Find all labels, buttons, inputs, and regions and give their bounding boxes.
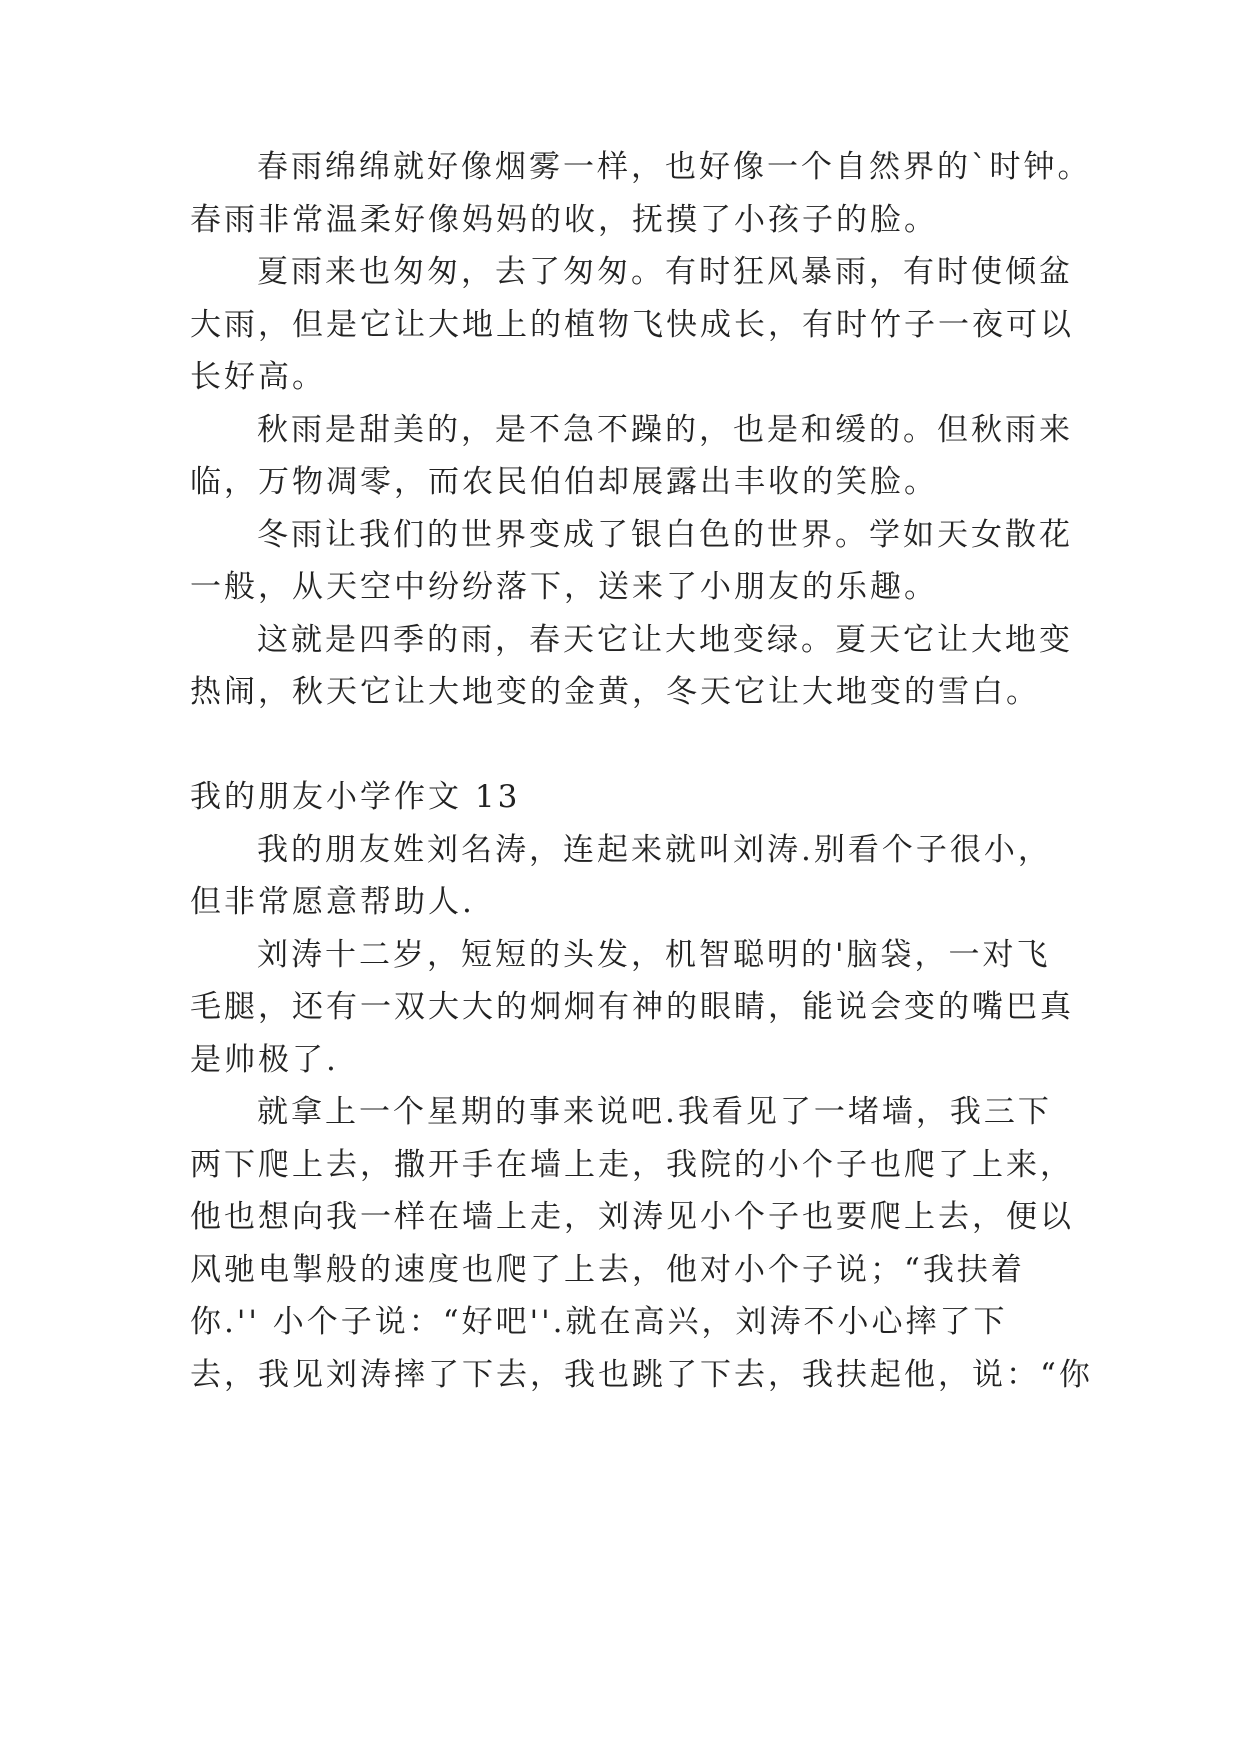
section-title: 我的朋友小学作文 13	[190, 779, 521, 815]
paragraph-line: 但非常愿意帮助人.	[190, 884, 475, 920]
paragraph-line: 长好高。	[190, 359, 326, 395]
paragraph-line: 临，万物凋零，而农民伯伯却展露出丰收的笑脸。	[190, 464, 938, 500]
paragraph-line: 秋雨是甜美的，是不急不躁的，也是和缓的。但秋雨来	[257, 412, 1073, 448]
paragraph-line: 他也想向我一样在墙上走，刘涛见小个子也要爬上去，便以	[190, 1199, 1074, 1235]
paragraph-line: 热闹，秋天它让大地变的金黄，冬天它让大地变的雪白。	[190, 674, 1040, 710]
paragraph-line: 冬雨让我们的世界变成了银白色的世界。学如天女散花	[257, 517, 1073, 553]
paragraph-line: 刘涛十二岁，短短的头发，机智聪明的'脑袋，一对飞	[257, 937, 1051, 973]
paragraph-line: 去，我见刘涛摔了下去，我也跳了下去，我扶起他，说：“你	[190, 1357, 1093, 1393]
paragraph-line: 我的朋友姓刘名涛，连起来就叫刘涛.别看个子很小，	[257, 832, 1052, 868]
paragraph-line: 两下爬上去，撒开手在墙上走，我院的小个子也爬了上来，	[190, 1147, 1074, 1183]
paragraph-line: 夏雨来也匆匆，去了匆匆。有时狂风暴雨，有时使倾盆	[257, 254, 1073, 290]
paragraph-line: 是帅极了.	[190, 1042, 339, 1078]
paragraph-line: 这就是四季的雨，春天它让大地变绿。夏天它让大地变	[257, 622, 1073, 658]
paragraph-line: 风驰电掣般的速度也爬了上去，他对小个子说；“我扶着	[190, 1252, 1025, 1288]
paragraph-line: 一般，从天空中纷纷落下，送来了小朋友的乐趣。	[190, 569, 938, 605]
paragraph-line: 春雨绵绵就好像烟雾一样，也好像一个自然界的`时钟。	[257, 149, 1092, 185]
paragraph-line: 春雨非常温柔好像妈妈的收，抚摸了小孩子的脸。	[190, 202, 938, 238]
paragraph-line: 就拿上一个星期的事来说吧.我看见了一堵墙，我三下	[257, 1094, 1052, 1130]
paragraph-line: 你.'' 小个子说：“好吧''.就在高兴，刘涛不小心摔了下	[190, 1304, 1008, 1340]
paragraph-line: 毛腿，还有一双大大的炯炯有神的眼睛，能说会变的嘴巴真	[190, 989, 1074, 1025]
paragraph-line: 大雨，但是它让大地上的植物飞快成长，有时竹子一夜可以	[190, 307, 1074, 343]
